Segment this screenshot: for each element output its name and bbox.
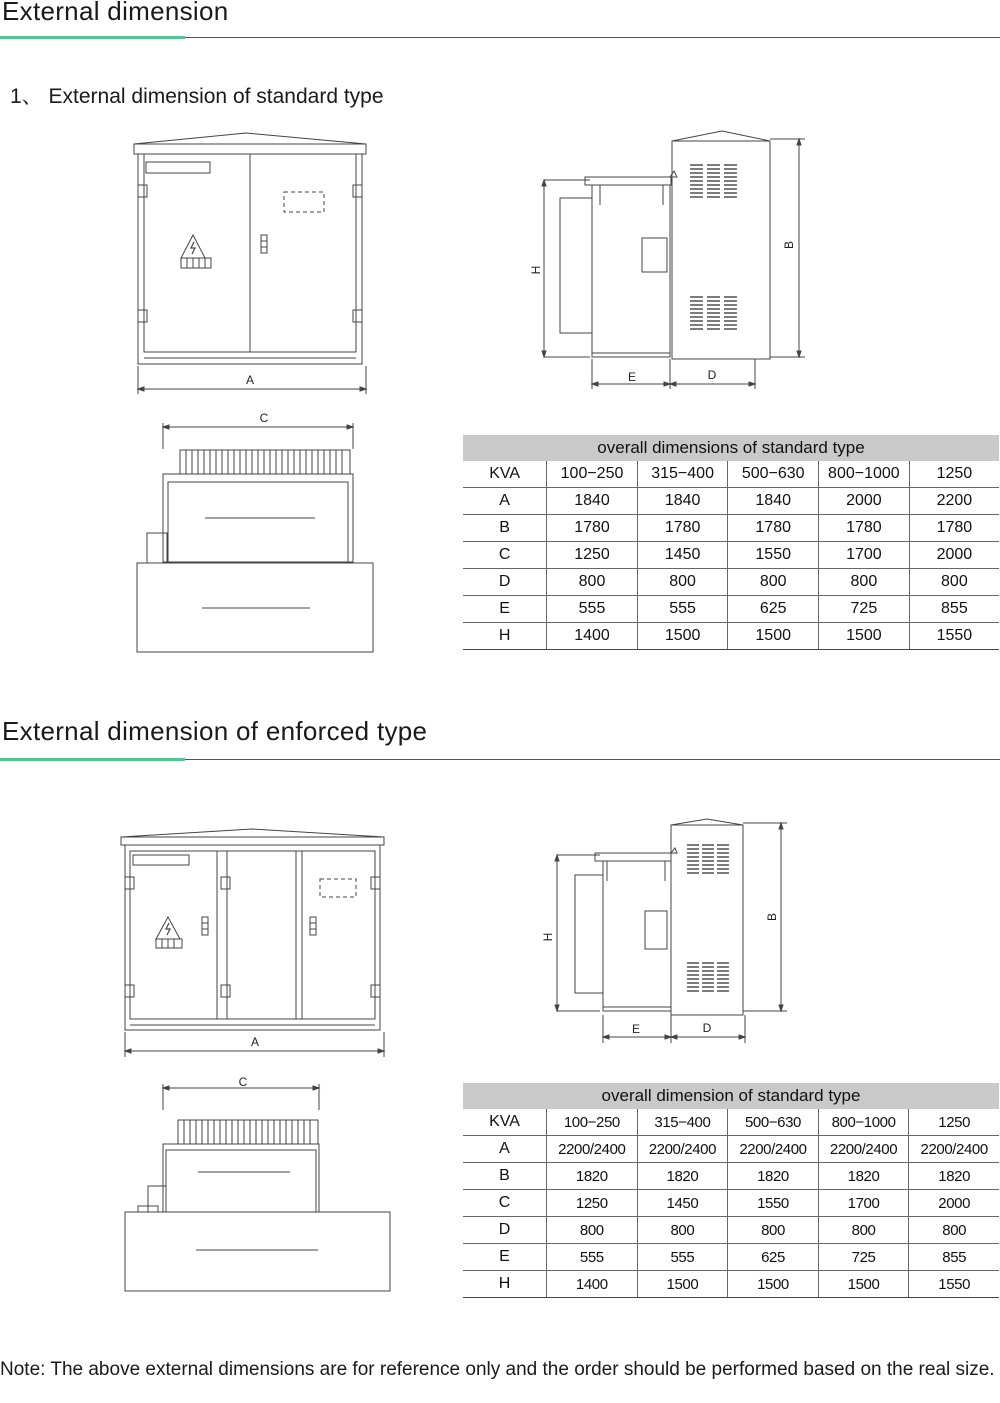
table-row xyxy=(463,515,999,542)
table-cell: 2200/2400 xyxy=(728,1136,819,1163)
table-cell: 2000 xyxy=(819,488,910,515)
table-cell: 2000 xyxy=(909,1190,999,1217)
table-cell: 800 xyxy=(547,569,638,596)
table-cell: 1840 xyxy=(637,488,728,515)
enforced-front-view xyxy=(110,825,395,1060)
side-dim-e-label: E xyxy=(631,1022,641,1036)
table-cell: C xyxy=(463,542,547,569)
table-cell: 1700 xyxy=(819,542,910,569)
table-cell: 1250 xyxy=(547,542,638,569)
table-cell: 800 xyxy=(547,1217,638,1244)
table-cell: 800 xyxy=(818,1217,909,1244)
table-header-cell: 500−630 xyxy=(728,1109,819,1136)
table-cell: C xyxy=(463,1190,547,1217)
table-cell: 725 xyxy=(818,1244,909,1271)
table-cell: 1400 xyxy=(547,623,638,650)
table-cell: 1550 xyxy=(909,623,999,650)
table-header-cell: KVA xyxy=(463,461,547,488)
table-cell: H xyxy=(463,623,547,650)
front-dim-a-label: A xyxy=(245,373,255,387)
table-header-cell: 1250 xyxy=(909,461,999,488)
table-cell: 1250 xyxy=(547,1190,638,1217)
table-cell: 555 xyxy=(637,596,728,623)
side-dim-h-label: H xyxy=(529,265,543,275)
table-cell: 555 xyxy=(547,596,638,623)
enforced-dimensions-table xyxy=(463,1083,999,1298)
table-cell: 1820 xyxy=(547,1163,638,1190)
table-cell: 1500 xyxy=(637,1271,728,1298)
table-cell: 2200/2400 xyxy=(547,1136,638,1163)
table-cell: 1840 xyxy=(728,488,819,515)
table-cell: 625 xyxy=(728,596,819,623)
enforced-side-view xyxy=(535,815,805,1045)
table-cell: A xyxy=(463,488,547,515)
table-row xyxy=(463,1244,999,1271)
table-row xyxy=(463,1217,999,1244)
standard-dimensions-table xyxy=(463,435,999,650)
table-cell: 2200/2400 xyxy=(818,1136,909,1163)
section2-divider xyxy=(0,759,1000,760)
side-dim-b-label: B xyxy=(765,912,779,922)
section1-heading: External dimension xyxy=(2,0,229,26)
side-dim-e-label: E xyxy=(627,370,637,384)
section1-divider-accent xyxy=(0,36,185,39)
table-header-cell: 100−250 xyxy=(547,461,638,488)
table-cell: 1550 xyxy=(728,1190,819,1217)
table-row xyxy=(463,542,999,569)
table-cell: 800 xyxy=(637,569,728,596)
table-cell: D xyxy=(463,1217,547,1244)
table-cell: 1840 xyxy=(547,488,638,515)
table-cell: 1780 xyxy=(637,515,728,542)
table-cell: 800 xyxy=(728,569,819,596)
table-header-cell: 100−250 xyxy=(547,1109,638,1136)
table-cell: 800 xyxy=(728,1217,819,1244)
table-cell: 555 xyxy=(637,1244,728,1271)
table-cell: 855 xyxy=(909,596,999,623)
table-cell: 800 xyxy=(909,1217,999,1244)
standard-side-view xyxy=(520,125,820,395)
table-cell: 2200/2400 xyxy=(637,1136,728,1163)
table-row xyxy=(463,596,999,623)
table-cell: 2200/2400 xyxy=(909,1136,999,1163)
plan-dim-c-label: C xyxy=(238,1075,248,1089)
table-cell: 1500 xyxy=(818,1271,909,1298)
standard-plan-view xyxy=(130,405,380,660)
table-cell: 1780 xyxy=(547,515,638,542)
table-cell: 1500 xyxy=(728,1271,819,1298)
standard-front-view xyxy=(120,130,380,400)
table-cell: 1700 xyxy=(818,1190,909,1217)
table-cell: 1500 xyxy=(637,623,728,650)
table-cell: 1500 xyxy=(819,623,910,650)
table-cell: A xyxy=(463,1136,547,1163)
table-cell: E xyxy=(463,596,547,623)
table-header-cell: 315−400 xyxy=(637,1109,728,1136)
table-cell: 1500 xyxy=(728,623,819,650)
table-cell: 1780 xyxy=(728,515,819,542)
table-cell: 1780 xyxy=(819,515,910,542)
table-cell: 1450 xyxy=(637,542,728,569)
standard-table-title: overall dimensions of standard type xyxy=(463,435,999,461)
table-cell: 855 xyxy=(909,1244,999,1271)
side-dim-h-label: H xyxy=(541,932,555,942)
table-cell: 1780 xyxy=(909,515,999,542)
section2-heading: External dimension of enforced type xyxy=(2,716,428,746)
enforced-table-title: overall dimension of standard type xyxy=(463,1083,999,1109)
table-cell: 800 xyxy=(909,569,999,596)
table-cell: E xyxy=(463,1244,547,1271)
section1-divider xyxy=(0,37,1000,38)
table-row xyxy=(463,1190,999,1217)
table-header-row xyxy=(463,1109,999,1136)
table-header-cell: 800−1000 xyxy=(819,461,910,488)
table-header-cell: 1250 xyxy=(909,1109,999,1136)
table-cell: 2000 xyxy=(909,542,999,569)
table-row xyxy=(463,569,999,596)
footnote: Note: The above external dimensions are for reference only and the order should be performed based on the real size. xyxy=(0,1359,995,1380)
side-dim-b-label: B xyxy=(782,240,796,250)
table-cell: B xyxy=(463,515,547,542)
table-cell: 625 xyxy=(728,1244,819,1271)
table-header-cell: 315−400 xyxy=(637,461,728,488)
table-row xyxy=(463,488,999,515)
front-dim-a-label: A xyxy=(250,1035,260,1049)
table-cell: 1820 xyxy=(818,1163,909,1190)
table-row xyxy=(463,623,999,650)
table-cell: 1550 xyxy=(909,1271,999,1298)
table-cell: H xyxy=(463,1271,547,1298)
side-dim-d-label: D xyxy=(702,1021,712,1035)
table-cell: D xyxy=(463,569,547,596)
table-cell: 1820 xyxy=(909,1163,999,1190)
table-cell: 1550 xyxy=(728,542,819,569)
table-cell: 555 xyxy=(547,1244,638,1271)
table-header-cell: 800−1000 xyxy=(818,1109,909,1136)
section2-divider-accent xyxy=(0,758,185,761)
table-row xyxy=(463,1163,999,1190)
table-cell: 2200 xyxy=(909,488,999,515)
table-row xyxy=(463,1136,999,1163)
table-cell: 1450 xyxy=(637,1190,728,1217)
table-cell: 1820 xyxy=(728,1163,819,1190)
table-cell: 1820 xyxy=(637,1163,728,1190)
table-cell: 800 xyxy=(819,569,910,596)
table-cell: 725 xyxy=(819,596,910,623)
table-cell: 800 xyxy=(637,1217,728,1244)
table-cell: 1400 xyxy=(547,1271,638,1298)
table-cell: B xyxy=(463,1163,547,1190)
table-header-cell: KVA xyxy=(463,1109,547,1136)
table-row xyxy=(463,1271,999,1298)
plan-dim-c-label: C xyxy=(259,411,269,425)
side-dim-d-label: D xyxy=(707,368,717,382)
table-header-cell: 500−630 xyxy=(728,461,819,488)
section1-subheading: 1、 External dimension of standard type xyxy=(10,85,384,108)
enforced-plan-view xyxy=(118,1070,398,1295)
table-header-row xyxy=(463,461,999,488)
